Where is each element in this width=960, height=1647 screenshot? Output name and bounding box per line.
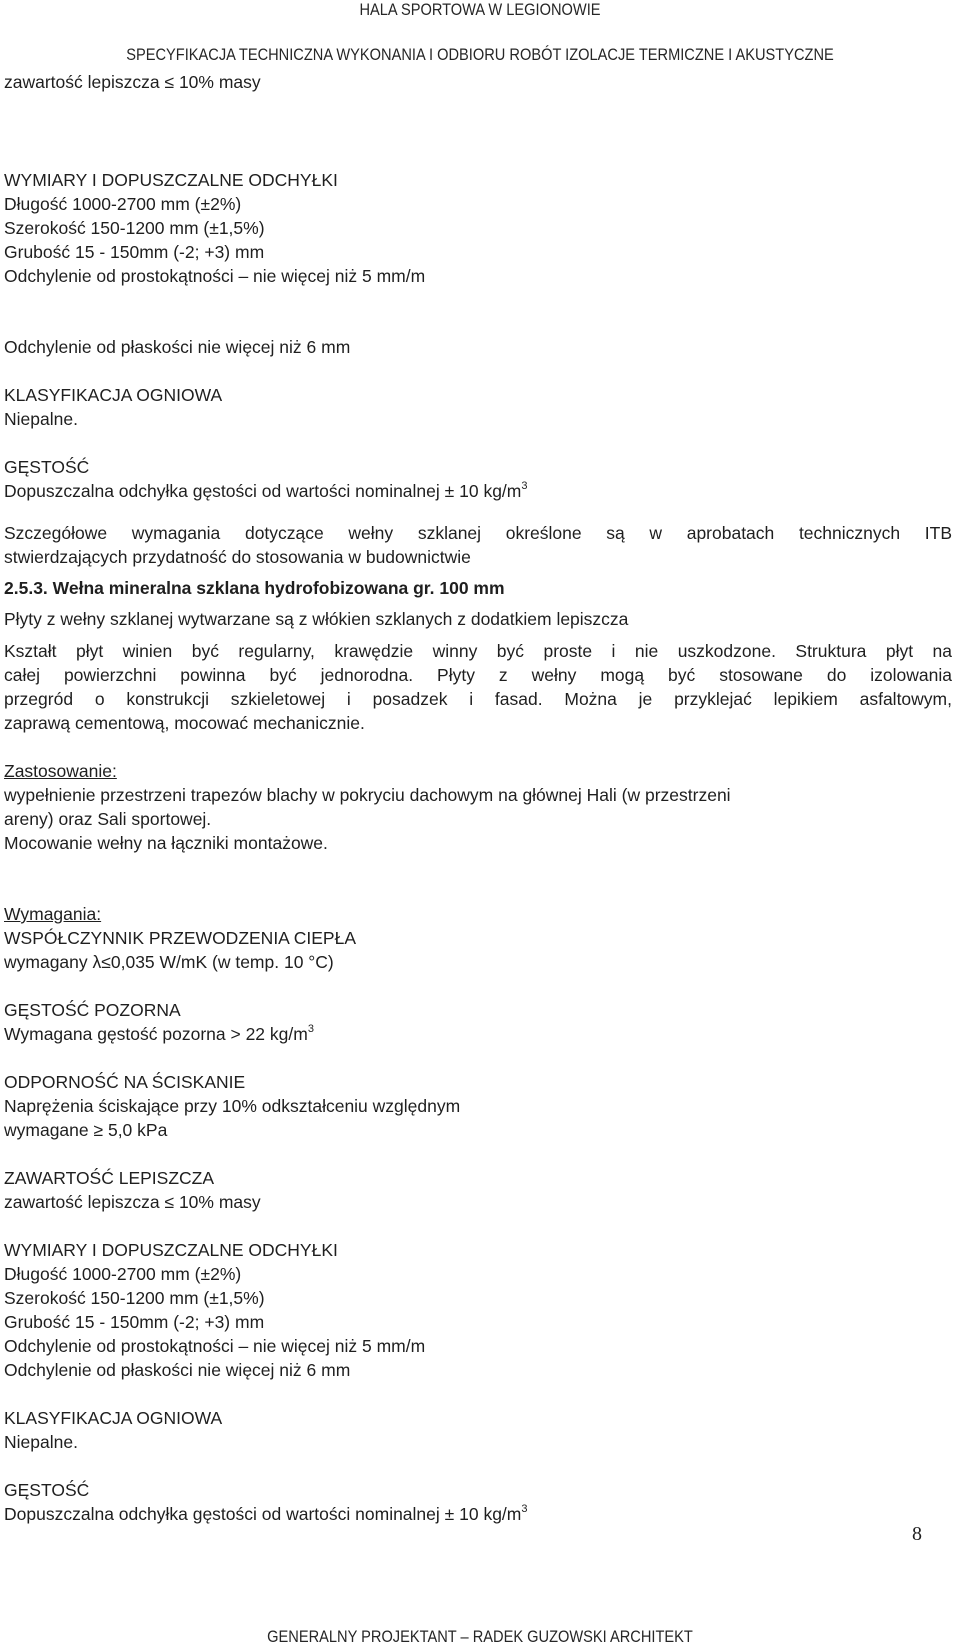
binder-value: zawartość lepiszcza ≤ 10% masy xyxy=(4,1192,261,1212)
fire-class-value: Niepalne. xyxy=(4,409,78,429)
compression-text: Naprężenia ściskające przy 10% odkształceniu względnym xyxy=(4,1096,461,1116)
section-heading: 2.5.3. Wełna mineralna szklana hydrofobizowana gr. 100 mm xyxy=(4,578,505,598)
flatness-spec-2: Odchylenie od płaskości nie więcej niż 6 mm xyxy=(4,1360,351,1380)
document-subtitle: SPECYFIKACJA TECHNICZNA WYKONANIA I ODBIORU ROBÓT IZOLACJE TERMICZNE I AKUSTYCZNE xyxy=(126,45,834,64)
density-unit-exponent: 3 xyxy=(521,480,528,492)
thickness-spec: Grubość 15 - 150mm (-2; +3) mm xyxy=(4,242,265,262)
binder-content-value: zawartość lepiszcza ≤ 10% masy xyxy=(4,72,261,92)
apparent-density-unit-exponent: 3 xyxy=(307,1023,314,1035)
length-spec-2: Długość 1000-2700 mm (±2%) xyxy=(4,1264,242,1284)
description-line-3: przegród o konstrukcji szkieletowej i posadzek i fasad. Można je przyklejać lepikiem asfaltowym, xyxy=(4,689,952,709)
description-line-1: Kształt płyt winien być regularny, krawędzie winny być proste i nie uszkodzone. Struktura płyt na xyxy=(4,641,952,661)
usage-line-1: wypełnienie przestrzeni trapezów blachy w pokryciu dachowym na głównej Hali (w przestrzeni xyxy=(4,785,731,805)
description-line-4: zaprawą cementową, mocować mechanicznie. xyxy=(4,713,365,733)
compression-value: wymagane ≥ 5,0 kPa xyxy=(4,1120,168,1140)
fire-class-heading-2: KLASYFIKACJA OGNIOWA xyxy=(4,1408,223,1428)
compression-heading: ODPORNOŚĆ NA ŚCISKANIE xyxy=(4,1072,246,1092)
fire-class-heading: KLASYFIKACJA OGNIOWA xyxy=(4,385,223,405)
width-spec: Szerokość 150-1200 mm (±1,5%) xyxy=(4,218,265,238)
density-tolerance-2: Dopuszczalna odchyłka gęstości od wartości nominalnej ± 10 $kg/m^3$ xyxy=(4,1503,528,1524)
thickness-spec-2: Grubość 15 - 150mm (-2; +3) mm xyxy=(4,1312,265,1332)
fire-class-value-2: Niepalne. xyxy=(4,1432,78,1452)
usage-line-2: areny) oraz Sali sportowej. xyxy=(4,809,212,829)
squareness-spec: Odchylenie od prostokątności – nie więcej niż 5 mm/m xyxy=(4,266,426,286)
requirements-heading: Wymagania: xyxy=(4,904,102,924)
dimensions-heading-2: WYMIARY I DOPUSZCZALNE ODCHYŁKI xyxy=(4,1240,338,1260)
usage-heading: Zastosowanie: xyxy=(4,761,117,781)
conductivity-heading: WSPÓŁCZYNNIK PRZEWODZENIA CIEPŁA xyxy=(4,928,356,948)
page-number: 8 xyxy=(912,1523,922,1545)
page-footer: GENERALNY PROJEKTANT – RADEK GUZOWSKI ARCHITEKT xyxy=(267,1627,693,1646)
squareness-spec-2: Odchylenie od prostokątności – nie więcej niż 5 mm/m xyxy=(4,1336,426,1356)
density-unit-exponent-2: 3 xyxy=(521,1503,528,1515)
density-heading-2: GĘSTOŚĆ xyxy=(4,1480,90,1500)
flatness-spec: Odchylenie od płaskości nie więcej niż 6 mm xyxy=(4,337,351,357)
dimensions-heading: WYMIARY I DOPUSZCZALNE ODCHYŁKI xyxy=(4,170,338,190)
length-spec: Długość 1000-2700 mm (±2%) xyxy=(4,194,242,214)
apparent-density-value: Wymagana gęstość pozorna > 22 $kg/m^3$ xyxy=(4,1023,314,1044)
conductivity-value: wymagany λ≤0,035 W/mK (w temp. 10 °C) xyxy=(4,952,334,972)
document-title: HALA SPORTOWA W LEGIONOWIE xyxy=(359,0,601,19)
usage-line-3: Mocowanie wełny na łączniki montażowe. xyxy=(4,833,328,853)
density-tolerance: Dopuszczalna odchyłka gęstości od wartości nominalnej ± 10 $kg/m^3$ xyxy=(4,480,528,501)
apparent-density-heading: GĘSTOŚĆ POZORNA xyxy=(4,1000,181,1020)
density-heading: GĘSTOŚĆ xyxy=(4,457,90,477)
width-spec-2: Szerokość 150-1200 mm (±1,5%) xyxy=(4,1288,265,1308)
itb-note-line-2: stwierdzających przydatność do stosowania w budownictwie xyxy=(4,547,471,567)
itb-note-line-1: Szczegółowe wymagania dotyczące wełny szklanej określone są w aprobatach technicznych ITB xyxy=(4,523,952,543)
description-line-2: całej powierzchni powinna być jednorodna. Płyty z wełny mogą być stosowane do izolowania xyxy=(4,665,952,685)
binder-heading: ZAWARTOŚĆ LEPISZCZA xyxy=(4,1168,215,1188)
section-intro: Płyty z wełny szklanej wytwarzane są z włókien szklanych z dodatkiem lepiszcza xyxy=(4,609,629,629)
